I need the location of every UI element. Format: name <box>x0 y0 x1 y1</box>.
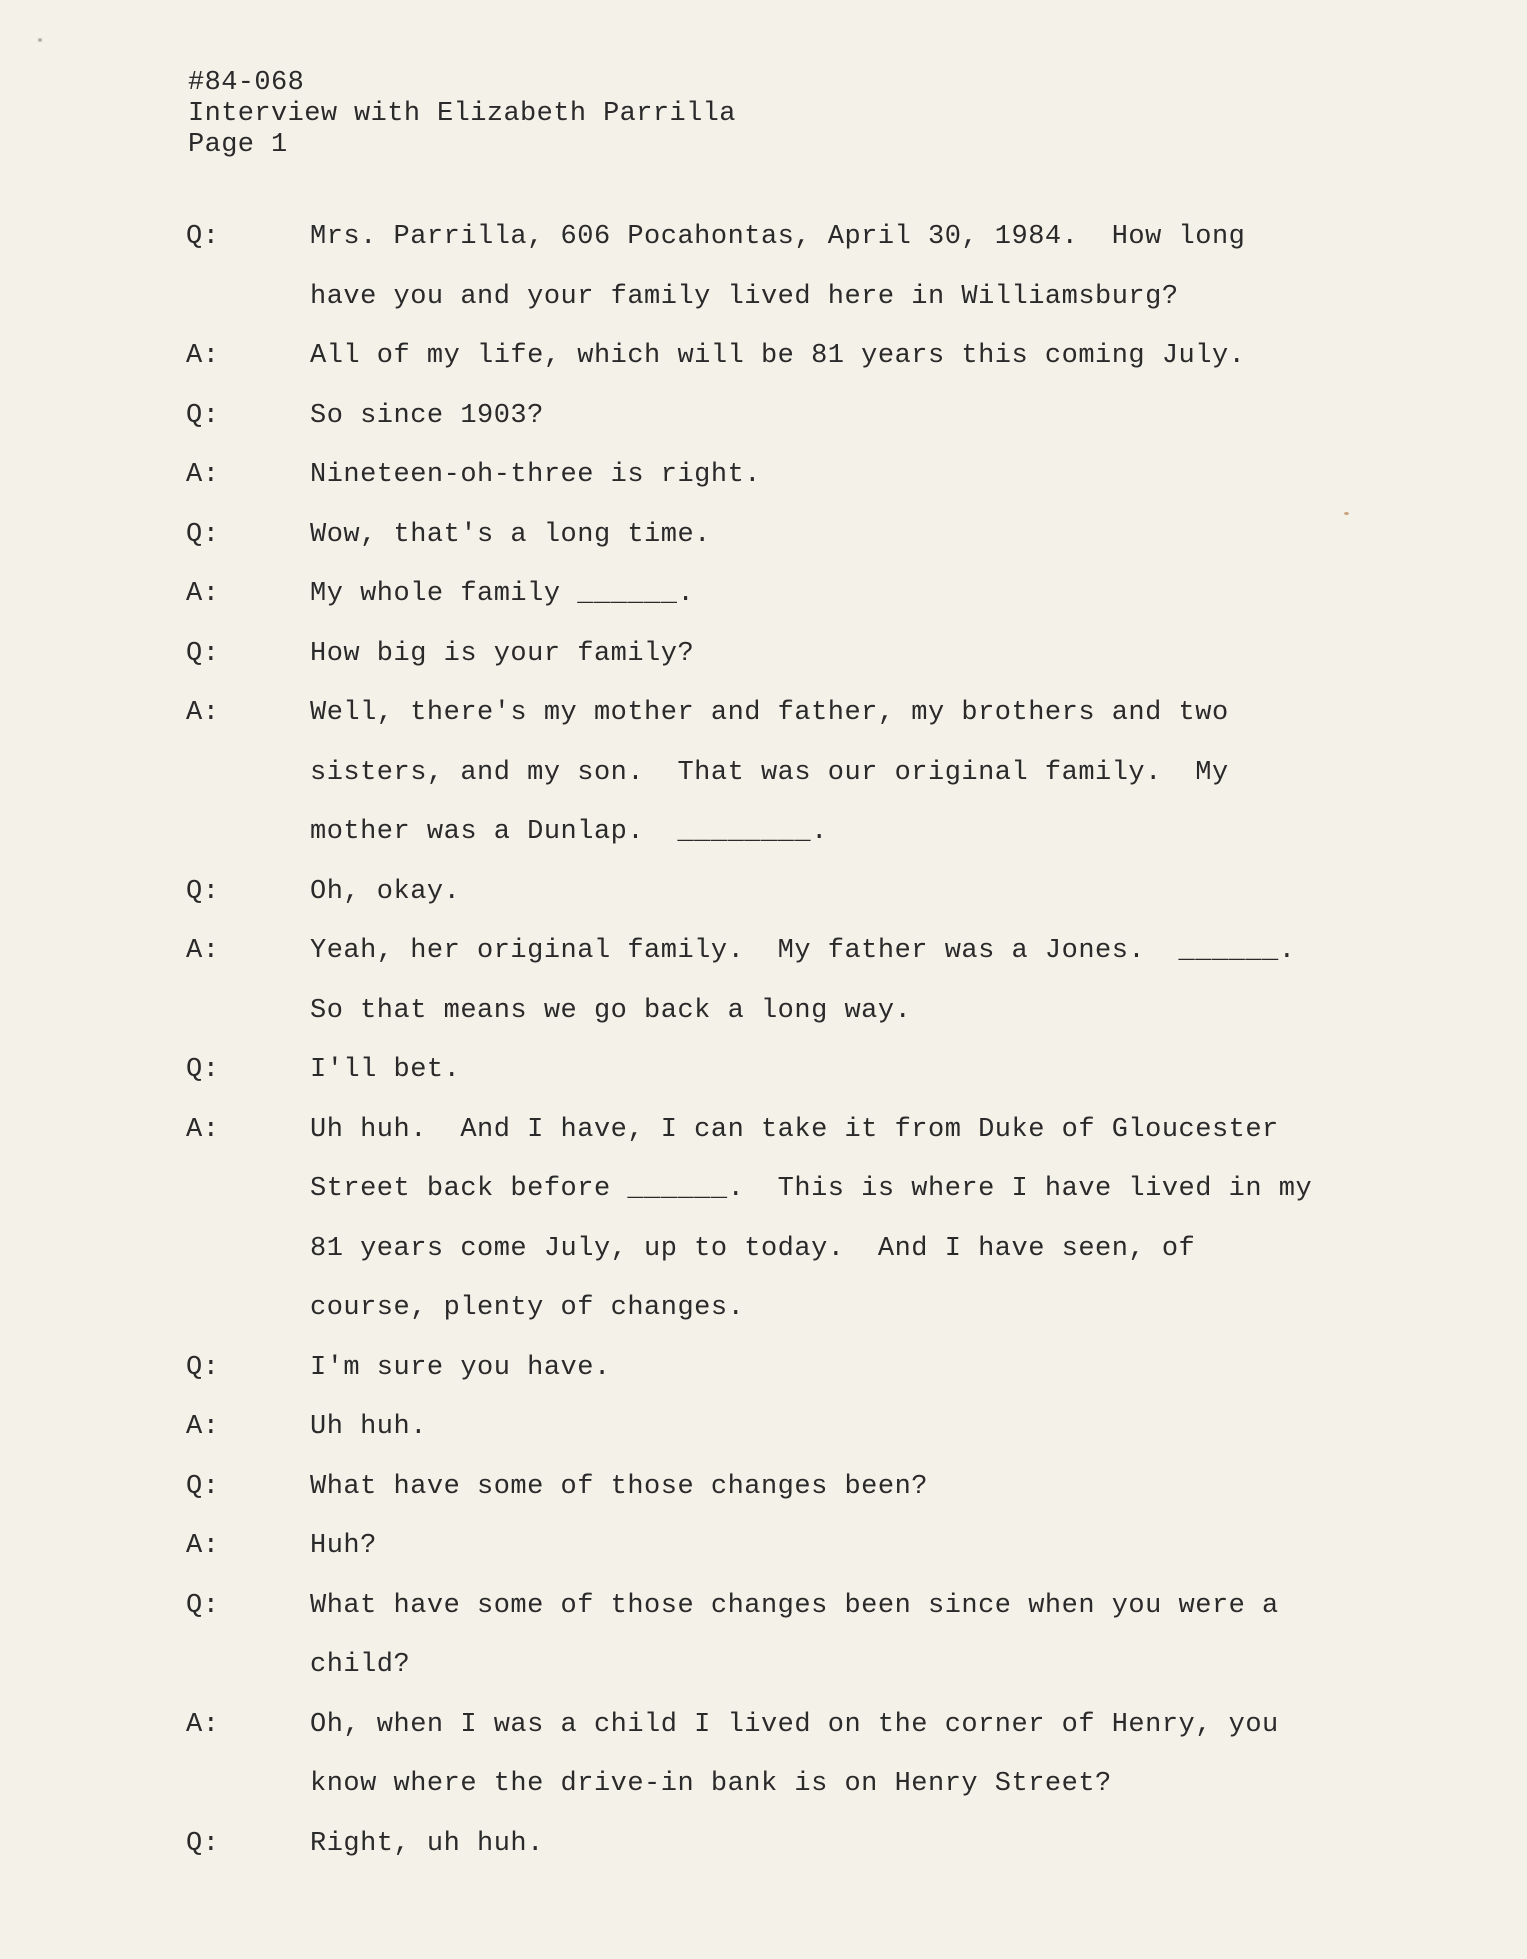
speaker-label-question: Q: <box>186 400 220 431</box>
transcript-line: Uh huh. And I have, I can take it from Duke of Gloucester <box>310 1114 1279 1145</box>
transcript-line: My whole family ______. <box>310 579 695 609</box>
speaker-label-question: Q: <box>186 222 220 252</box>
speaker-label-answer: A: <box>186 1531 220 1561</box>
speaker-label-question: Q: <box>186 1828 220 1859</box>
transcript-line: So that means we go back a long way. <box>310 995 912 1026</box>
speaker-label-answer: A: <box>186 341 220 371</box>
transcript-line: Uh huh. <box>310 1412 427 1442</box>
transcript-line: All of my life, which will be 81 years this coming July. <box>310 341 1246 371</box>
speaker-label-question: Q: <box>186 1590 220 1621</box>
transcript-line: Yeah, her original family. My father was a Jones. ______. <box>310 936 1296 966</box>
transcript-line: mother was a Dunlap. ________. <box>310 817 828 847</box>
transcript-line: What have some of those changes been since when you were a <box>310 1590 1279 1621</box>
speaker-label-question: Q: <box>186 876 220 907</box>
paper-speck <box>38 38 42 42</box>
transcript-line: know where the drive-in bank is on Henry Street? <box>310 1769 1112 1799</box>
transcript-line: sisters, and my son. That was our original family. My <box>310 757 1229 788</box>
transcript-line: I'll bet. <box>310 1055 461 1085</box>
transcript-line: course, plenty of changes. <box>310 1293 745 1323</box>
speaker-label-question: Q: <box>186 519 220 550</box>
transcript-line: Wow, that's a long time. <box>310 519 711 550</box>
speaker-label-answer: A: <box>186 579 220 609</box>
transcript-line: Street back before ______. This is where I have lived in my <box>310 1174 1313 1204</box>
transcript-line: 81 years come July, up to today. And I have seen, of <box>310 1233 1196 1264</box>
transcript-line: Oh, okay. <box>310 876 461 907</box>
transcript-line: have you and your family lived here in Williamsburg? <box>310 281 1179 312</box>
transcript-line: child? <box>310 1650 411 1680</box>
transcript-line: Oh, when I was a child I lived on the corner of Henry, you <box>310 1709 1279 1740</box>
speaker-label-question: Q: <box>186 1352 220 1383</box>
document-title: Interview with Elizabeth Parrilla <box>188 99 736 129</box>
paper-speck <box>1344 512 1349 515</box>
speaker-label-answer: A: <box>186 460 220 490</box>
transcript-line: Well, there's my mother and father, my brothers and two <box>310 698 1229 728</box>
speaker-label-answer: A: <box>186 1114 220 1145</box>
transcript-line: Right, uh huh. <box>310 1828 544 1859</box>
speaker-label-answer: A: <box>186 1412 220 1442</box>
page-number: Page 1 <box>188 130 288 160</box>
transcript-line: How big is your family? <box>310 638 695 669</box>
speaker-label-answer: A: <box>186 698 220 728</box>
transcript-line: Nineteen-oh-three is right. <box>310 460 761 490</box>
speaker-label-question: Q: <box>186 1055 220 1085</box>
document-header <box>188 68 736 161</box>
transcript-line: So since 1903? <box>310 400 544 431</box>
speaker-label-question: Q: <box>186 1471 220 1502</box>
speaker-label-answer: A: <box>186 936 220 966</box>
speaker-label-answer: A: <box>186 1709 220 1740</box>
transcript-line: Huh? <box>310 1531 377 1561</box>
transcript-line: Mrs. Parrilla, 606 Pocahontas, April 30, 1984. How long <box>310 222 1246 252</box>
transcript-line: I'm sure you have. <box>310 1352 611 1383</box>
speaker-label-question: Q: <box>186 638 220 669</box>
transcript-line: What have some of those changes been? <box>310 1471 928 1502</box>
document-id: #84-068 <box>188 68 305 98</box>
